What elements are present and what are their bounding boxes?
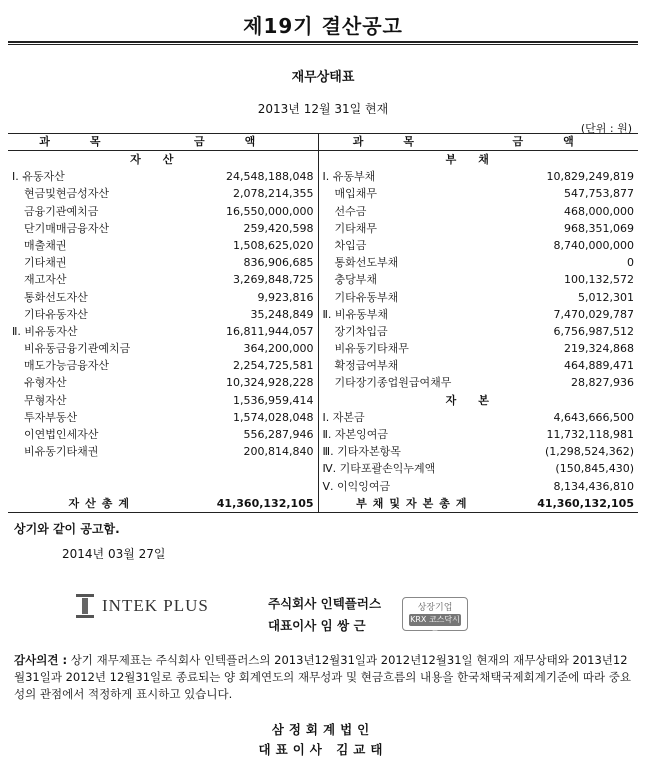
audit-firm: 삼정회계법인 xyxy=(271,722,375,737)
asset-amount: 3,269,848,725 xyxy=(233,273,314,287)
unit-label: (단위 : 원) xyxy=(580,122,632,135)
asset-label: 현금및현금성자산 xyxy=(24,187,110,201)
liability-amount: 5,012,301 xyxy=(578,290,634,304)
asset-amount: 2,254,725,581 xyxy=(233,359,314,373)
asset-label: 비유동금융기관예치금 xyxy=(24,342,131,356)
asset-label: 유형자산 xyxy=(24,376,67,390)
asset-row xyxy=(8,374,318,391)
asset-row xyxy=(8,237,318,254)
logo-wordmark: INTEK PLUS xyxy=(102,596,209,615)
liability-label: 선수금 xyxy=(334,204,367,218)
liability-amount: 219,324,868 xyxy=(564,342,634,356)
asset-amount: 35,248,849 xyxy=(250,307,314,321)
liab-equity-total-amount: 41,360,132,105 xyxy=(537,496,634,510)
audit-representative: 대표이사 김교태 xyxy=(258,742,388,757)
liabilities-section-heading: 부채 xyxy=(445,153,511,166)
equity-label: Ⅳ. 기타포괄손익누계액 xyxy=(322,462,436,476)
assets-column xyxy=(8,151,319,512)
liability-amount: 468,000,000 xyxy=(564,204,634,218)
audit-label: 감사의견 : xyxy=(14,653,68,667)
liab-equity-total-row xyxy=(319,495,638,512)
liability-label: 기타유동부채 xyxy=(334,290,399,304)
statement-title: 재무상태표 xyxy=(291,70,355,85)
liability-amount: 10,829,249,819 xyxy=(546,170,634,184)
liability-label: 비유동기타채무 xyxy=(334,342,409,356)
title-divider xyxy=(8,41,638,43)
equity-amount: (150,845,430) xyxy=(555,462,634,476)
liability-row xyxy=(319,185,638,202)
header-amount-right: 금액 xyxy=(512,135,614,148)
liability-amount: 464,889,471 xyxy=(564,359,634,373)
asset-amount: 364,200,000 xyxy=(243,342,314,356)
equity-section-heading: 자본 xyxy=(445,393,511,407)
asset-row xyxy=(8,168,318,185)
liability-amount: 28,827,936 xyxy=(571,376,634,390)
asset-label: 무형자산 xyxy=(24,393,67,407)
listed-company-badge xyxy=(402,597,468,636)
liability-amount: 547,753,877 xyxy=(564,187,634,201)
asset-row xyxy=(8,306,318,323)
asset-row xyxy=(8,357,318,374)
asset-row xyxy=(8,203,318,220)
liability-label: 기타채무 xyxy=(334,221,378,235)
notice-text: 상기와 같이 공고함. xyxy=(14,522,120,536)
header-item-right: 과목 xyxy=(352,135,454,148)
asset-row xyxy=(8,392,318,409)
asset-amount: 24,548,188,048 xyxy=(226,170,314,184)
liab-equity-total-label: 부채및자본총계 xyxy=(356,496,473,510)
badge-top-text: 상장기업 xyxy=(417,603,453,613)
asset-label: Ⅱ. 비유동자산 xyxy=(12,324,78,338)
equity-row xyxy=(319,409,638,426)
equity-row xyxy=(319,426,638,443)
liability-label: Ⅰ. 유동부채 xyxy=(322,170,376,184)
liability-label: Ⅱ. 비유동부채 xyxy=(322,307,389,321)
asset-amount: 1,536,959,414 xyxy=(233,393,314,407)
liability-row xyxy=(319,374,638,391)
liability-row xyxy=(319,237,638,254)
liability-label: 기타장기종업원급여채무 xyxy=(334,376,452,390)
liability-row xyxy=(319,271,638,288)
liability-amount: 100,132,572 xyxy=(564,273,634,287)
asset-label: 기타유동자산 xyxy=(24,307,88,321)
asset-amount: 2,078,214,355 xyxy=(233,187,314,201)
statement-date: 2013년 12월 31일 현재 xyxy=(257,102,389,116)
intek-logo-icon xyxy=(74,593,96,619)
asset-label: 기타채권 xyxy=(24,256,67,270)
assets-total-row xyxy=(8,495,318,512)
liability-row xyxy=(319,203,638,220)
page-title: 제19기 결산공고 xyxy=(243,14,403,38)
asset-row xyxy=(8,426,318,443)
header-item-left: 과목 xyxy=(39,135,141,148)
equity-row xyxy=(319,478,638,495)
equity-amount: (1,298,524,362) xyxy=(544,445,634,459)
equity-row xyxy=(319,460,638,477)
asset-row xyxy=(8,185,318,202)
liability-amount: 968,351,069 xyxy=(564,221,634,235)
asset-amount: 16,550,000,000 xyxy=(226,204,314,218)
asset-amount: 16,811,944,057 xyxy=(226,324,314,338)
asset-label: 매도가능금융자산 xyxy=(24,359,110,373)
asset-amount: 10,324,928,228 xyxy=(226,376,314,390)
liability-row xyxy=(319,168,638,185)
asset-row xyxy=(8,271,318,288)
asset-row xyxy=(8,289,318,306)
asset-row xyxy=(8,323,318,340)
asset-row xyxy=(8,409,318,426)
equity-label: Ⅲ. 기타자본항목 xyxy=(322,445,401,459)
asset-amount: 1,508,625,020 xyxy=(233,238,314,252)
asset-label: 투자부동산 xyxy=(24,410,78,424)
equity-row xyxy=(319,443,638,460)
asset-label: 비유동기타채권 xyxy=(24,445,99,459)
asset-label: 이연법인세자산 xyxy=(24,428,99,441)
equity-amount: 4,643,666,500 xyxy=(553,410,634,424)
liability-amount: 0 xyxy=(627,256,634,270)
company-logo xyxy=(74,593,209,619)
ceo-name: 대표이사 임 쌍 근 xyxy=(268,618,366,633)
audit-opinion xyxy=(14,652,638,703)
liability-row xyxy=(319,289,638,306)
asset-amount: 556,287,946 xyxy=(243,428,314,441)
liability-label: 통화선도부채 xyxy=(334,256,399,270)
liability-row xyxy=(319,340,638,357)
asset-amount: 259,420,598 xyxy=(243,221,314,235)
asset-row xyxy=(8,220,318,237)
liability-label: 충당부채 xyxy=(334,273,378,287)
assets-section-heading: 자산 xyxy=(130,153,196,166)
assets-total-amount: 41,360,132,105 xyxy=(216,496,314,510)
asset-row xyxy=(8,443,318,460)
liabilities-equity-column xyxy=(319,151,638,512)
title-divider-thin xyxy=(8,44,638,45)
asset-label: 재고자산 xyxy=(24,273,67,287)
asset-amount: 836,906,685 xyxy=(243,256,314,270)
asset-label: Ⅰ. 유동자산 xyxy=(12,170,65,184)
asset-amount: 9,923,816 xyxy=(257,290,314,304)
liability-label: 차입금 xyxy=(334,238,367,252)
equity-label: Ⅴ. 이익잉여금 xyxy=(322,479,391,493)
liability-label: 매입채무 xyxy=(334,187,378,201)
audit-text: 상기 재무제표는 주식회사 인텍플러스의 2013년12월31일과 2012년12월31일 현재의 재무상태와 2013년12월31일과 2012년 12월31일로 종료되는 양 회계연도의 재무성과 및 현금흐름의 내용을 한국채택국제회계기준에 따라 중요성의 관점에서 적정하게 표시하고 있습니다. xyxy=(14,653,631,701)
notice-date: 2014년 03월 27일 xyxy=(62,547,166,561)
asset-row xyxy=(8,254,318,271)
liability-amount: 7,470,029,787 xyxy=(553,307,634,321)
equity-label: Ⅰ. 자본금 xyxy=(322,410,365,424)
liability-amount: 8,740,000,000 xyxy=(553,238,634,252)
equity-amount: 8,134,436,810 xyxy=(553,479,634,493)
liability-row xyxy=(319,357,638,374)
equity-label: Ⅱ. 자본잉여금 xyxy=(322,428,389,441)
liability-row xyxy=(319,306,638,323)
liability-row xyxy=(319,323,638,340)
liability-row xyxy=(319,220,638,237)
asset-label: 금융기관예치금 xyxy=(24,204,99,218)
asset-label: 매출채권 xyxy=(24,238,67,252)
asset-label: 통화선도자산 xyxy=(24,290,88,304)
asset-amount: 200,814,840 xyxy=(243,445,314,459)
liability-label: 장기차입금 xyxy=(334,324,388,338)
liability-label: 확정급여부채 xyxy=(334,359,399,373)
company-name: 주식회사 인텍플러스 xyxy=(268,596,382,611)
equity-amount: 11,732,118,981 xyxy=(546,428,634,441)
asset-row xyxy=(8,340,318,357)
badge-krx-text: KRX 코스닥시장 xyxy=(410,615,460,636)
asset-label: 단기매매금융자산 xyxy=(24,221,110,235)
table-header xyxy=(8,134,638,151)
liability-row xyxy=(319,254,638,271)
liability-amount: 6,756,987,512 xyxy=(553,324,634,338)
asset-amount: 1,574,028,048 xyxy=(233,410,314,424)
assets-total-label: 자산총계 xyxy=(68,496,136,510)
header-amount-left: 금액 xyxy=(172,134,319,150)
balance-sheet-table xyxy=(8,133,638,513)
